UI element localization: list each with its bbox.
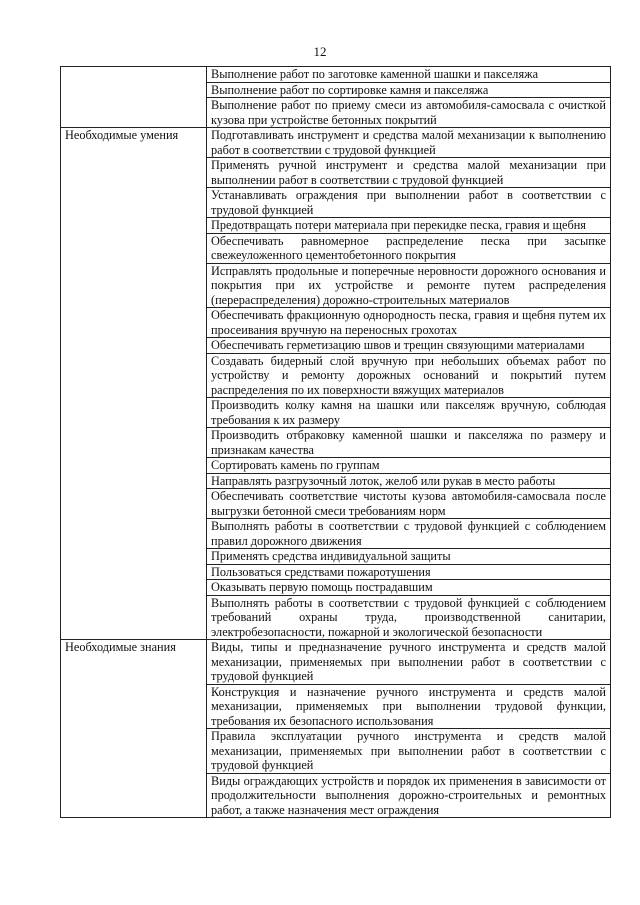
item-text: Обеспечивать равномерное распределение песка при засыпке свежеуложенного цементобетонного покрытия [207,233,611,263]
item-text: Конструкция и назначение ручного инструмента и средств малой механизации, применяемых при выполнении трудовой функции, требования их безопасного использования [207,684,611,729]
section-label: Необходимые умения [61,128,207,640]
item-text: Направлять разгрузочный лоток, желоб или рукав в место работы [207,473,611,489]
item-text: Производить колку камня на шашки или пакселяж вручную, соблюдая требования к их размеру [207,398,611,428]
item-text: Выполнение работ по приему смеси из автомобиля-самосвала с очисткой кузова при устройстве бетонных покрытий [207,98,611,128]
item-text: Производить отбраковку каменной шашки и пакселяжа по размеру и признакам качества [207,428,611,458]
item-text: Сортировать камень по группам [207,458,611,474]
competency-table [60,66,611,818]
item-text: Виды, типы и предназначение ручного инструмента и средств малой механизации, применяемых при выполнении работ в соответствии с трудовой функцией [207,640,611,685]
item-text: Предотвращать потери материала при перекидке песка, гравия и щебня [207,218,611,234]
item-text: Исправлять продольные и поперечные неровности дорожного основания и покрытия при их устройстве и ремонте путем распределения (перераспределения) дорожно-строительных материалов [207,263,611,308]
item-text: Выполнять работы в соответствии с трудовой функцией с соблюдением правил дорожного движения [207,519,611,549]
competency-table-body [61,67,611,818]
item-text: Применять средства индивидуальной защиты [207,549,611,565]
item-text: Правила эксплуатации ручного инструмента и средств малой механизации, применяемых при выполнении работ в соответствии с трудовой функцией [207,729,611,774]
item-text: Обеспечивать соответствие чистоты кузова автомобиля-самосвала после выгрузки бетонной смеси требованиям норм [207,489,611,519]
item-text: Создавать бидерный слой вручную при небольших объемах работ по устройству и ремонту дорожных оснований и покрытий путем распределения по их поверхности вяжущих материалов [207,353,611,398]
section-label: Необходимые знания [61,640,207,818]
item-text: Выполнять работы в соответствии с трудовой функцией с соблюдением требований охраны труда, производственной санитарии, электробезопасности, пожарной и экологической безопасности [207,595,611,640]
item-text: Виды ограждающих устройств и порядок их применения в зависимости от продолжительности выполнения дорожно-строительных и ремонтных работ, а также назначения мест ограждения [207,773,611,818]
item-text: Выполнение работ по сортировке камня и пакселяжа [207,82,611,98]
item-text: Выполнение работ по заготовке каменной шашки и пакселяжа [207,67,611,83]
table-row [61,67,611,83]
item-text: Применять ручной инструмент и средства малой механизации при выполнении работ в соответствии с трудовой функцией [207,158,611,188]
item-text: Оказывать первую помощь пострадавшим [207,580,611,596]
table-row [61,640,611,685]
page-number: 12 [313,44,327,59]
section-label [61,67,207,128]
table-row [61,128,611,158]
item-text: Пользоваться средствами пожаротушения [207,564,611,580]
item-text: Обеспечивать герметизацию швов и трещин связующими материалами [207,338,611,354]
item-text: Обеспечивать фракционную однородность песка, гравия и щебня путем их просеивания вручную на переносных грохотах [207,308,611,338]
item-text: Устанавливать ограждения при выполнении работ в соответствии с трудовой функцией [207,188,611,218]
item-text: Подготавливать инструмент и средства малой механизации к выполнению работ в соответствии с трудовой функцией [207,128,611,158]
